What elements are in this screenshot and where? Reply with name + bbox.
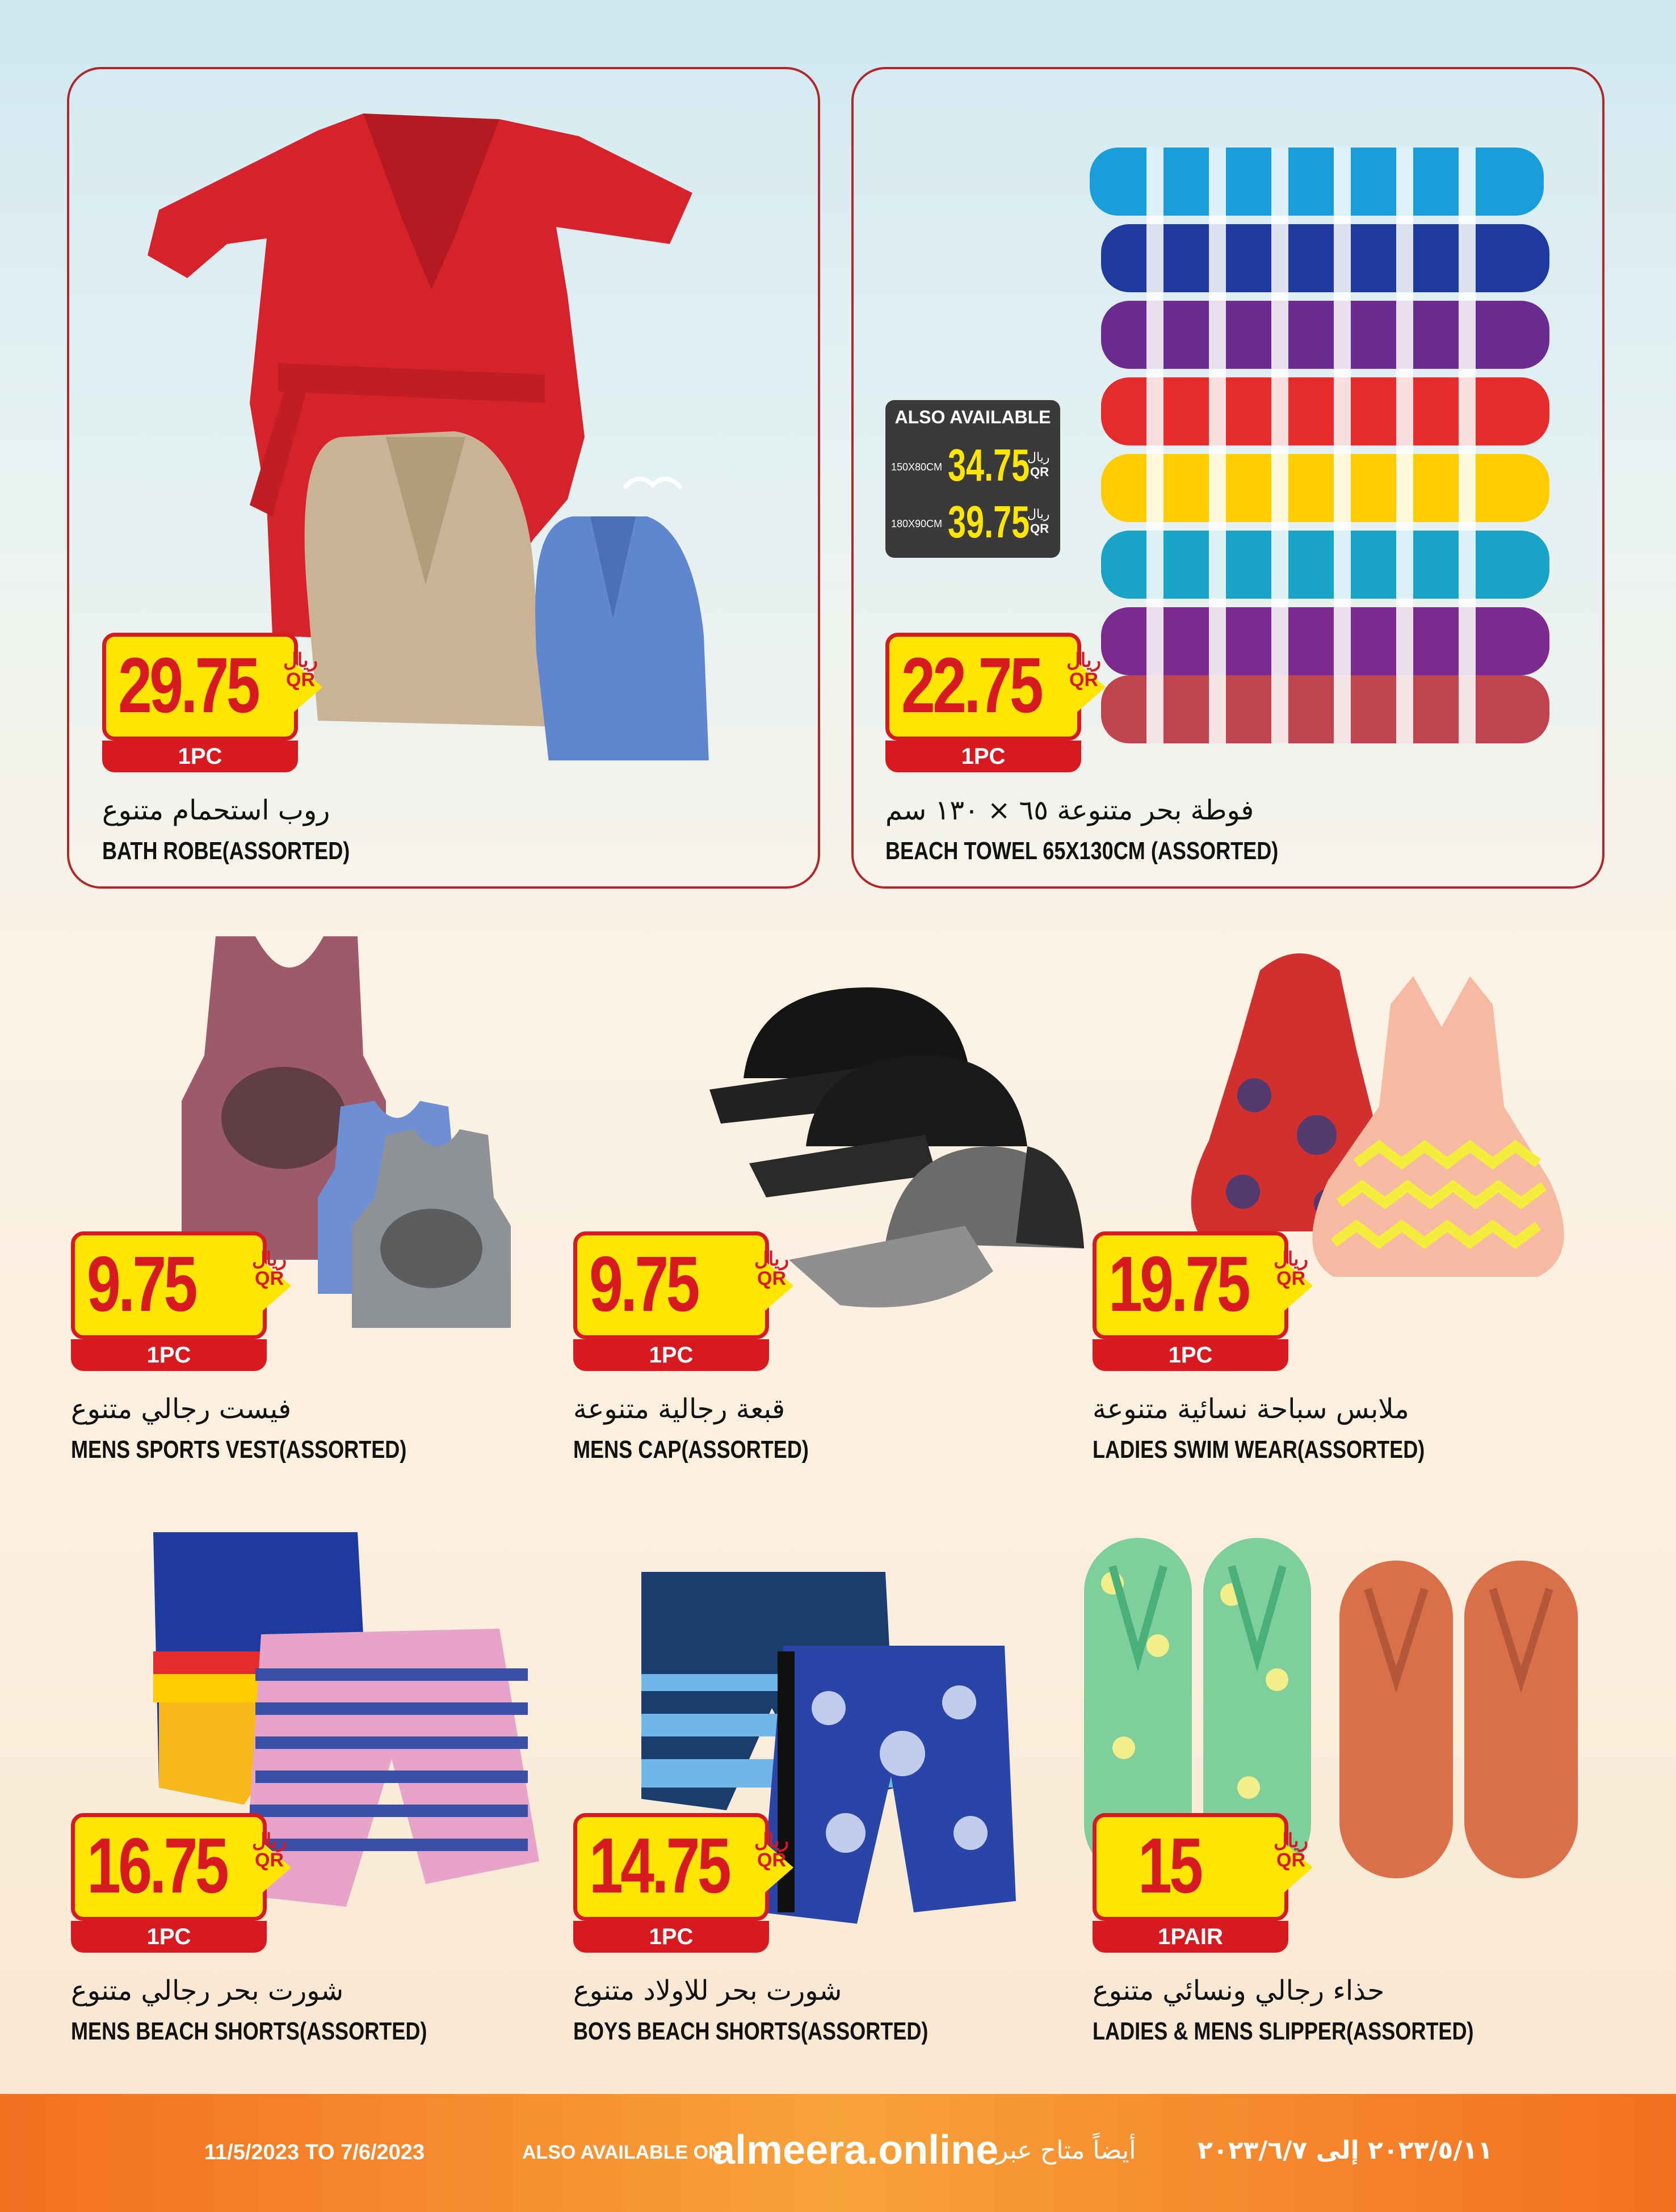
- product-name-en: MENS BEACH SHORTS(ASSORTED): [71, 2017, 427, 2045]
- price: 9.75: [87, 1240, 195, 1328]
- price-tag: [1093, 1813, 1314, 1952]
- currency: ريال QR: [283, 650, 318, 691]
- also-available-row: [891, 440, 1056, 497]
- price-tag: [573, 1813, 795, 1952]
- product-name-en: BATH ROBE(ASSORTED): [102, 837, 350, 865]
- also-available-box: [885, 400, 1060, 558]
- currency: ريال QR: [754, 1830, 789, 1871]
- price-tag: [102, 633, 324, 772]
- unit-label: 1PC: [71, 1921, 267, 1953]
- price: 19.75: [1108, 1240, 1248, 1328]
- price: 14.75: [589, 1822, 729, 1910]
- unit-label: 1PC: [885, 741, 1081, 772]
- product-name-ar: ملابس سباحة نسائية متنوعة: [1093, 1393, 1409, 1425]
- price-tag: [885, 633, 1107, 772]
- currency-ar: ريال: [1027, 450, 1050, 464]
- product-name-en: BEACH TOWEL 65X130CM (ASSORTED): [885, 837, 1279, 865]
- unit-label: 1PC: [573, 1339, 769, 1371]
- unit-label: 1PAIR: [1093, 1921, 1288, 1953]
- product-name-ar: حذاء رجالي ونسائي متنوع: [1093, 1975, 1385, 2007]
- product-name-ar: فوطة بحر متنوعة ٦٥ × ١٣٠ سم: [885, 794, 1254, 826]
- alt-price: 39.75: [948, 497, 1030, 547]
- price-tag: [1093, 1231, 1314, 1370]
- currency: ريال QR: [1274, 1248, 1308, 1289]
- product-name-ar: شورت بحر رجالي متنوع: [71, 1975, 344, 2007]
- also-available-row: [891, 497, 1056, 553]
- product-name-ar: قبعة رجالية متنوعة: [573, 1393, 786, 1425]
- currency: ريال QR: [1066, 650, 1101, 691]
- currency-ar: ريال: [1027, 507, 1050, 521]
- product-name-en: LADIES SWIM WEAR(ASSORTED): [1093, 1436, 1425, 1464]
- also-available-ar: أيضاً متاح عبر: [996, 2136, 1136, 2165]
- product-name-ar: شورت بحر للاولاد متنوع: [573, 1975, 842, 2007]
- offer-dates-ar: ٢٠٢٣/٥/١١ إلى ٢٠٢٣/٦/٧: [1198, 2136, 1493, 2165]
- unit-label: 1PC: [102, 741, 298, 772]
- price-tag: [573, 1231, 795, 1370]
- currency: ريال QR: [754, 1248, 789, 1289]
- website-link[interactable]: almeera.online: [712, 2127, 999, 2173]
- product-name-ar: فيست رجالي متنوع: [71, 1393, 292, 1425]
- size-label: 150X80CM: [891, 461, 943, 473]
- product-name-en: LADIES & MENS SLIPPER(ASSORTED): [1093, 2017, 1474, 2045]
- alt-price: 34.75: [948, 440, 1030, 490]
- unit-label: 1PC: [1093, 1339, 1288, 1371]
- also-available-title: ALSO AVAILABLE: [894, 407, 1051, 427]
- price: 9.75: [589, 1240, 698, 1328]
- product-name-en: MENS CAP(ASSORTED): [573, 1436, 809, 1464]
- price-tag: [71, 1813, 292, 1952]
- price-tag: [71, 1231, 292, 1370]
- currency-en: QR: [1030, 522, 1049, 536]
- footer-bar: [0, 2094, 1676, 2212]
- currency-en: QR: [1030, 465, 1049, 479]
- beach-towel-image: [1078, 136, 1555, 749]
- product-name-en: BOYS BEACH SHORTS(ASSORTED): [573, 2017, 929, 2045]
- offer-dates-en: 11/5/2023 TO 7/6/2023: [204, 2140, 425, 2164]
- currency: ريال QR: [1274, 1830, 1308, 1871]
- size-label: 180X90CM: [891, 518, 943, 529]
- price: 15: [1138, 1822, 1201, 1910]
- currency: ريال QR: [252, 1830, 287, 1871]
- unit-label: 1PC: [573, 1921, 769, 1953]
- unit-label: 1PC: [71, 1339, 267, 1371]
- price: 29.75: [118, 642, 258, 729]
- also-available-on-label: ALSO AVAILABLE ON: [522, 2142, 723, 2163]
- product-name-ar: روب استحمام متنوع: [102, 794, 330, 826]
- price: 22.75: [901, 642, 1041, 729]
- price: 16.75: [87, 1822, 226, 1910]
- product-name-en: MENS SPORTS VEST(ASSORTED): [71, 1436, 407, 1464]
- currency: ريال QR: [252, 1248, 287, 1289]
